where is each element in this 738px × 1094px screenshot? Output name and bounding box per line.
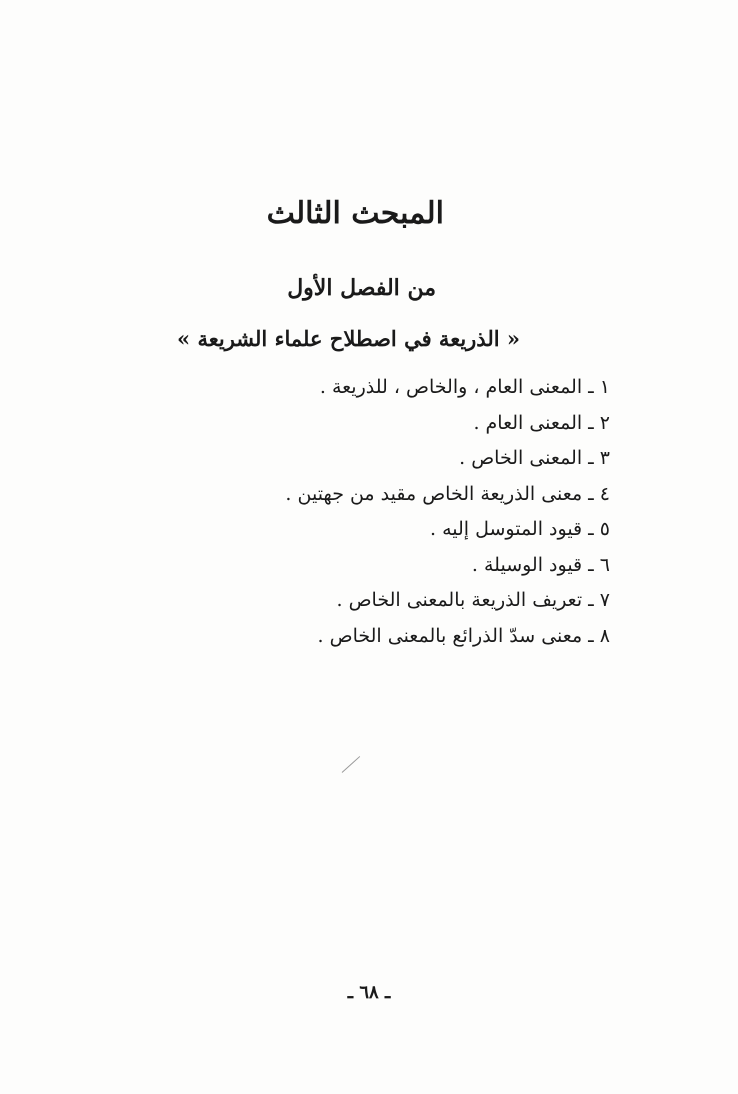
contents-item-3: ٣ ـ المعنى الخاص . [459,447,610,469]
contents-item-8: ٨ ـ معنى سدّ الذرائع بالمعنى الخاص . [317,624,610,647]
page-number: ـ ٦٨ ـ [347,982,391,1003]
section-title: المبحث الثالث [266,196,444,231]
section-heading: « الذريعة في اصطلاح علماء الشريعة » [177,326,520,351]
contents-item-6: ٦ ـ قيود الوسيلة . [471,553,610,576]
contents-item-7: ٧ ـ تعريف الذريعة بالمعنى الخاص . [336,589,610,611]
contents-item-4: ٤ ـ معنى الذريعة الخاص مقيد من جهتين . [285,482,610,505]
contents-item-1: ١ ـ المعنى العام ، والخاص ، للذريعة . [319,376,610,398]
scan-mark [342,756,361,773]
contents-list [285,370,610,654]
contents-item-2: ٢ ـ المعنى العام . [473,411,610,434]
chapter-subtitle: من الفصل الأول [287,275,436,301]
contents-item-5: ٥ ـ قيود المتوسل إليه . [429,518,610,540]
